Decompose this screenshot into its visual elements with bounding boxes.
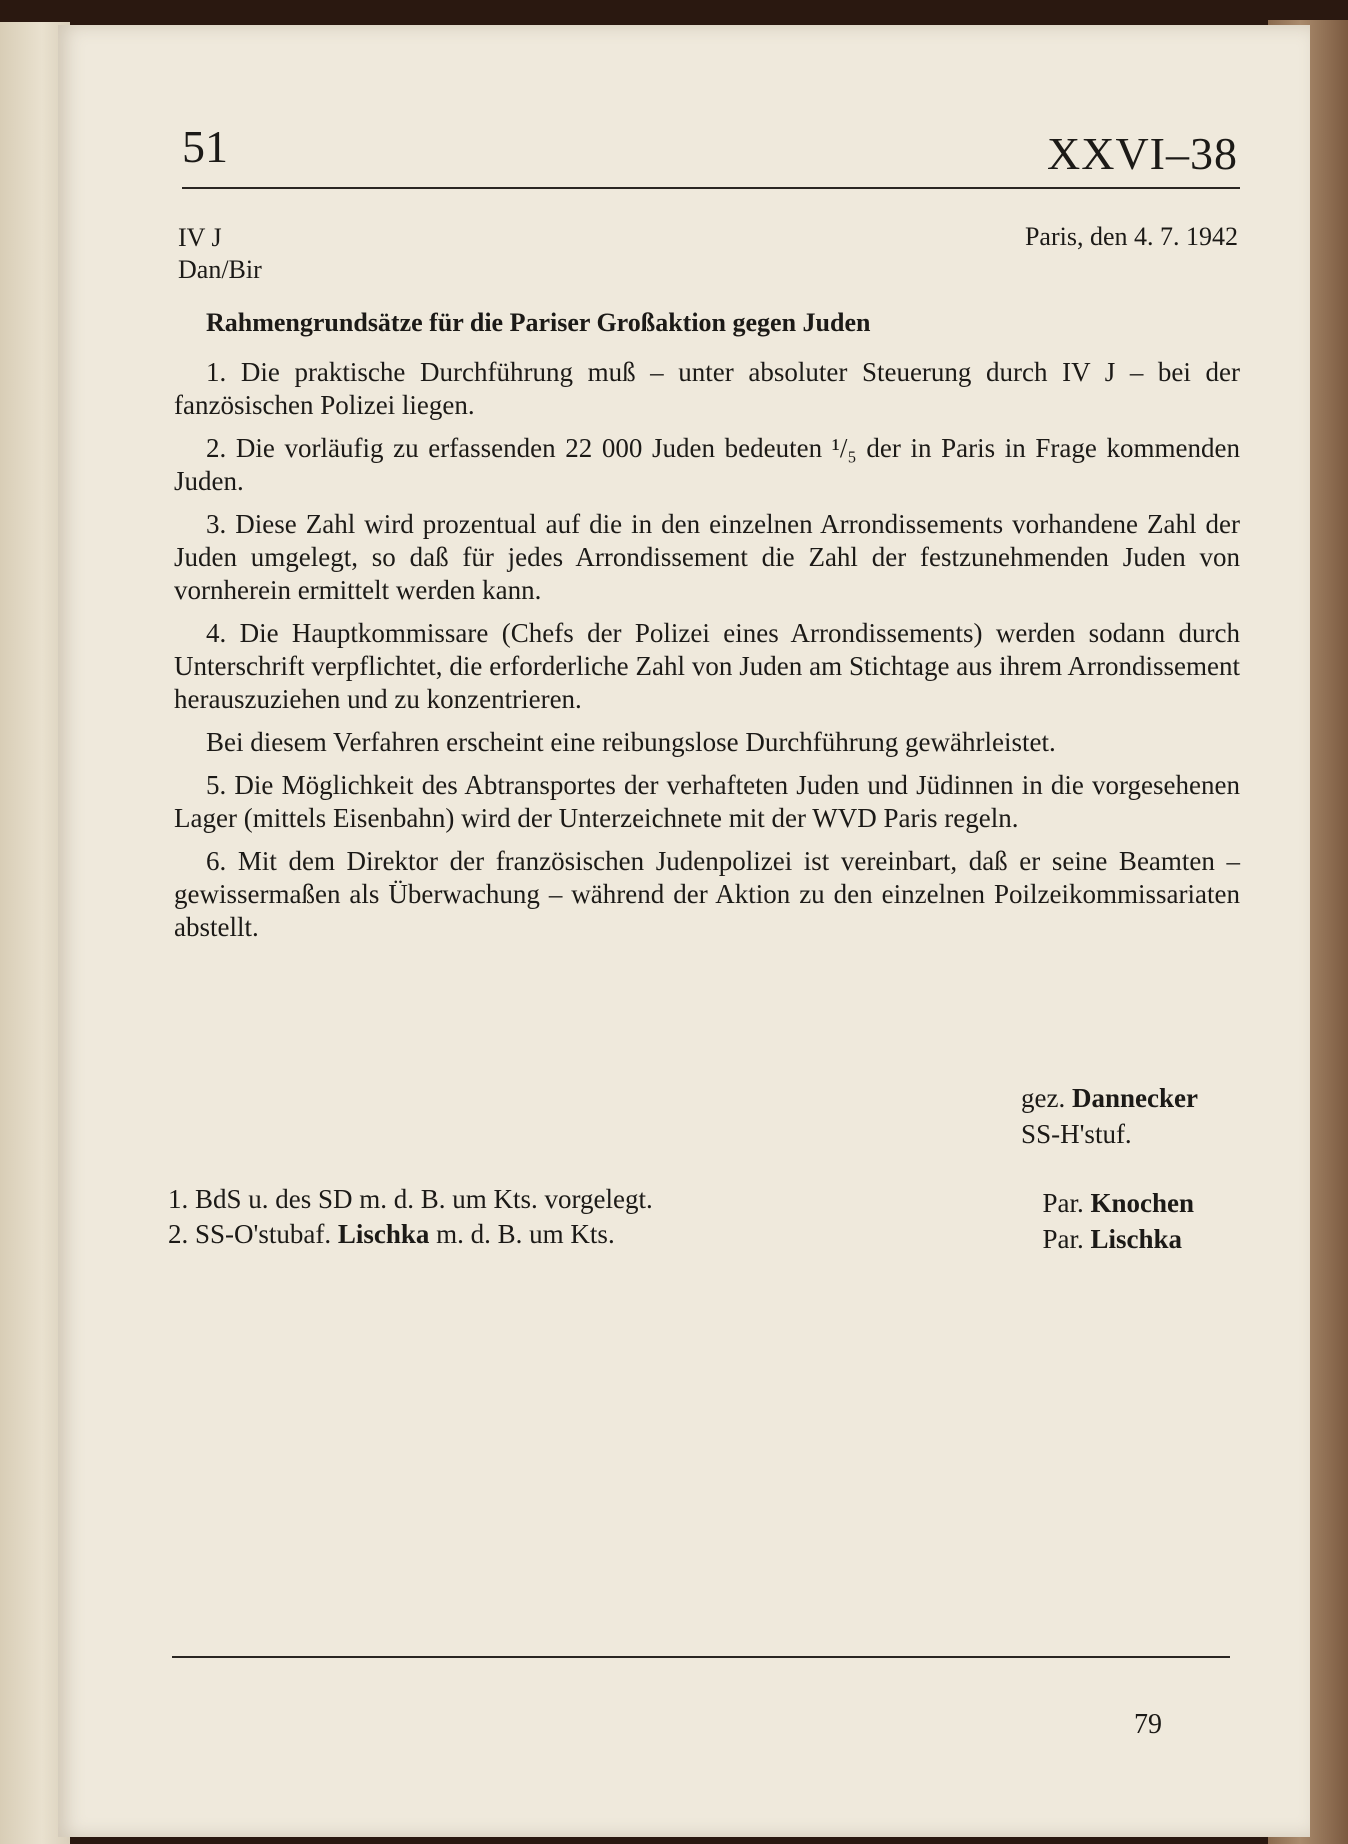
header-rule xyxy=(182,187,1240,189)
signature-rank: SS-H'stuf. xyxy=(1021,1119,1132,1149)
reference-line-1: IV J xyxy=(178,223,222,252)
signature-name: Dannecker xyxy=(1072,1083,1198,1113)
footer-rule xyxy=(172,1656,1230,1658)
paragraph-3: 3. Diese Zahl wird prozentual auf die in den einzelnen Arrondissements vorhandene Zahl der Juden umgelegt, so daß für jedes Arrondissement die Zahl der festzunehmenden Juden von vornherein ermittelt werden kann. xyxy=(174,509,1240,605)
paragraph-1: 1. Die praktische Durchführung muß – unter absoluter Steuerung durch IV J – bei der fanzösischen Polizei liegen. xyxy=(174,357,1240,420)
body-text xyxy=(174,356,1240,954)
paragraph-4b: Bei diesem Verfahren erscheint eine reibungslose Durchführung gewährleistet. xyxy=(206,727,1056,757)
signature-block xyxy=(1021,1080,1198,1152)
initial-knochen: Par. Knochen xyxy=(1042,1188,1194,1218)
date-line: Paris, den 4. 7. 1942 xyxy=(1024,222,1238,251)
initial-lischka: Par. Lischka xyxy=(1042,1224,1183,1254)
initials-block xyxy=(1042,1185,1194,1257)
document-title: Rahmengrundsätze für die Pariser Großaktion gegen Juden xyxy=(206,308,871,337)
document-id: XXVI–38 xyxy=(1047,128,1238,179)
paragraph-6: 6. Mit dem Direktor der französischen Judenpolizei ist vereinbart, daß er seine Beamten – gewissermaßen als Überwachung – während der Aktion zu den einzelnen Poilzeikommissariaten abstellt. xyxy=(174,846,1240,942)
paragraph-5: 5. Die Möglichkeit des Abtransportes der verhafteten Juden und Jüdinnen in die vorgesehenen Lager (mittels Eisenbahn) wird der Unterzeichnete mit der WVD Paris regeln. xyxy=(174,770,1240,833)
page-number: 51 xyxy=(182,121,228,172)
reference-line-2: Dan/Bir xyxy=(178,255,262,284)
routing-block xyxy=(168,1182,653,1252)
routing-line-1: 1. BdS u. des SD m. d. B. um Kts. vorgelegt. xyxy=(168,1184,653,1214)
signature-prefix: gez. xyxy=(1021,1083,1073,1113)
folio-number: 79 xyxy=(1134,1709,1162,1740)
document-page xyxy=(58,25,1310,1837)
paragraph-4: 4. Die Hauptkommissare (Chefs der Polizei eines Arrondissements) werden sodann durch Unterschrift verpflichtet, die erforderliche Zahl von Juden am Stichtage aus ihrem Arrondissement herauszuziehen und zu konzentrieren. xyxy=(174,618,1240,714)
paragraph-2: 2. Die vorläufig zu erfassenden 22 000 Juden bedeuten ¹/₅ der in Paris in Frage kommenden Juden. xyxy=(174,433,1240,496)
routing-line-2: 2. SS-O'stubaf. Lischka m. d. B. um Kts. xyxy=(168,1219,615,1249)
